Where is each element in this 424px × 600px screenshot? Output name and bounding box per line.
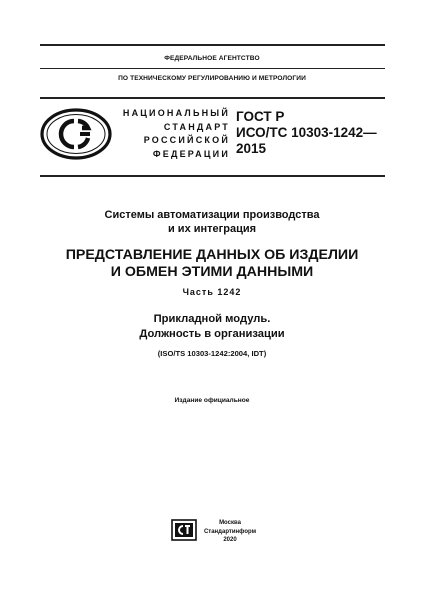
edition-label: Издание официальное: [174, 397, 250, 404]
subtitle: [0, 312, 424, 342]
main-title-line-2: И ОБМЕН ЭТИМИ ДАННЫМИ: [110, 264, 314, 280]
standard-number-line-2: ИСО/ТС 10303-1242—: [236, 125, 377, 140]
publisher-year: 2020: [223, 537, 237, 543]
subtitle-line-2: Должность в организации: [139, 328, 285, 340]
top-rule: [40, 44, 385, 46]
series-title-line-2: и их интеграция: [167, 223, 257, 235]
header-bottom-rule: [40, 97, 385, 99]
main-title: [0, 247, 424, 281]
agency-line-2: ПО ТЕХНИЧЕСКОМУ РЕГУЛИРОВАНИЮ И МЕТРОЛОГИИ: [118, 75, 306, 82]
publisher-city: Москва: [219, 520, 241, 526]
iso-reference: (ISO/TS 10303-1242:2004, IDT): [157, 349, 267, 358]
standard-number-line-3: 2015: [236, 141, 267, 156]
standard-number-line-1: ГОСТ Р: [236, 109, 285, 124]
subtitle-line-1: Прикладной модуль.: [153, 313, 271, 325]
standard-bottom-rule: [40, 175, 385, 177]
series-title: [0, 208, 424, 236]
standard-number: [236, 109, 396, 157]
standard-label-line-2: СТАНДАРТ: [163, 121, 230, 132]
part-number: Часть 1242: [182, 287, 242, 297]
standard-label-line-3: РОССИЙСКОЙ: [143, 135, 230, 145]
standard-label-line-4: ФЕДЕРАЦИИ: [152, 148, 230, 159]
agency-divider: [40, 68, 385, 69]
main-title-line-1: ПРЕДСТАВЛЕНИЕ ДАННЫХ ОБ ИЗДЕЛИИ: [65, 247, 359, 263]
agency-line-1: ФЕДЕРАЛЬНОЕ АГЕНТСТВО: [164, 55, 260, 62]
standard-label-line-1: НАЦИОНАЛЬНЫЙ: [122, 108, 230, 118]
standartinform-logo-icon: [171, 519, 197, 541]
series-title-line-1: Системы автоматизации производства: [104, 209, 320, 221]
gost-logo-icon: [40, 108, 112, 160]
publisher-info: [200, 519, 260, 545]
standard-label: [118, 107, 230, 161]
publisher-name: Стандартинформ: [203, 528, 257, 535]
